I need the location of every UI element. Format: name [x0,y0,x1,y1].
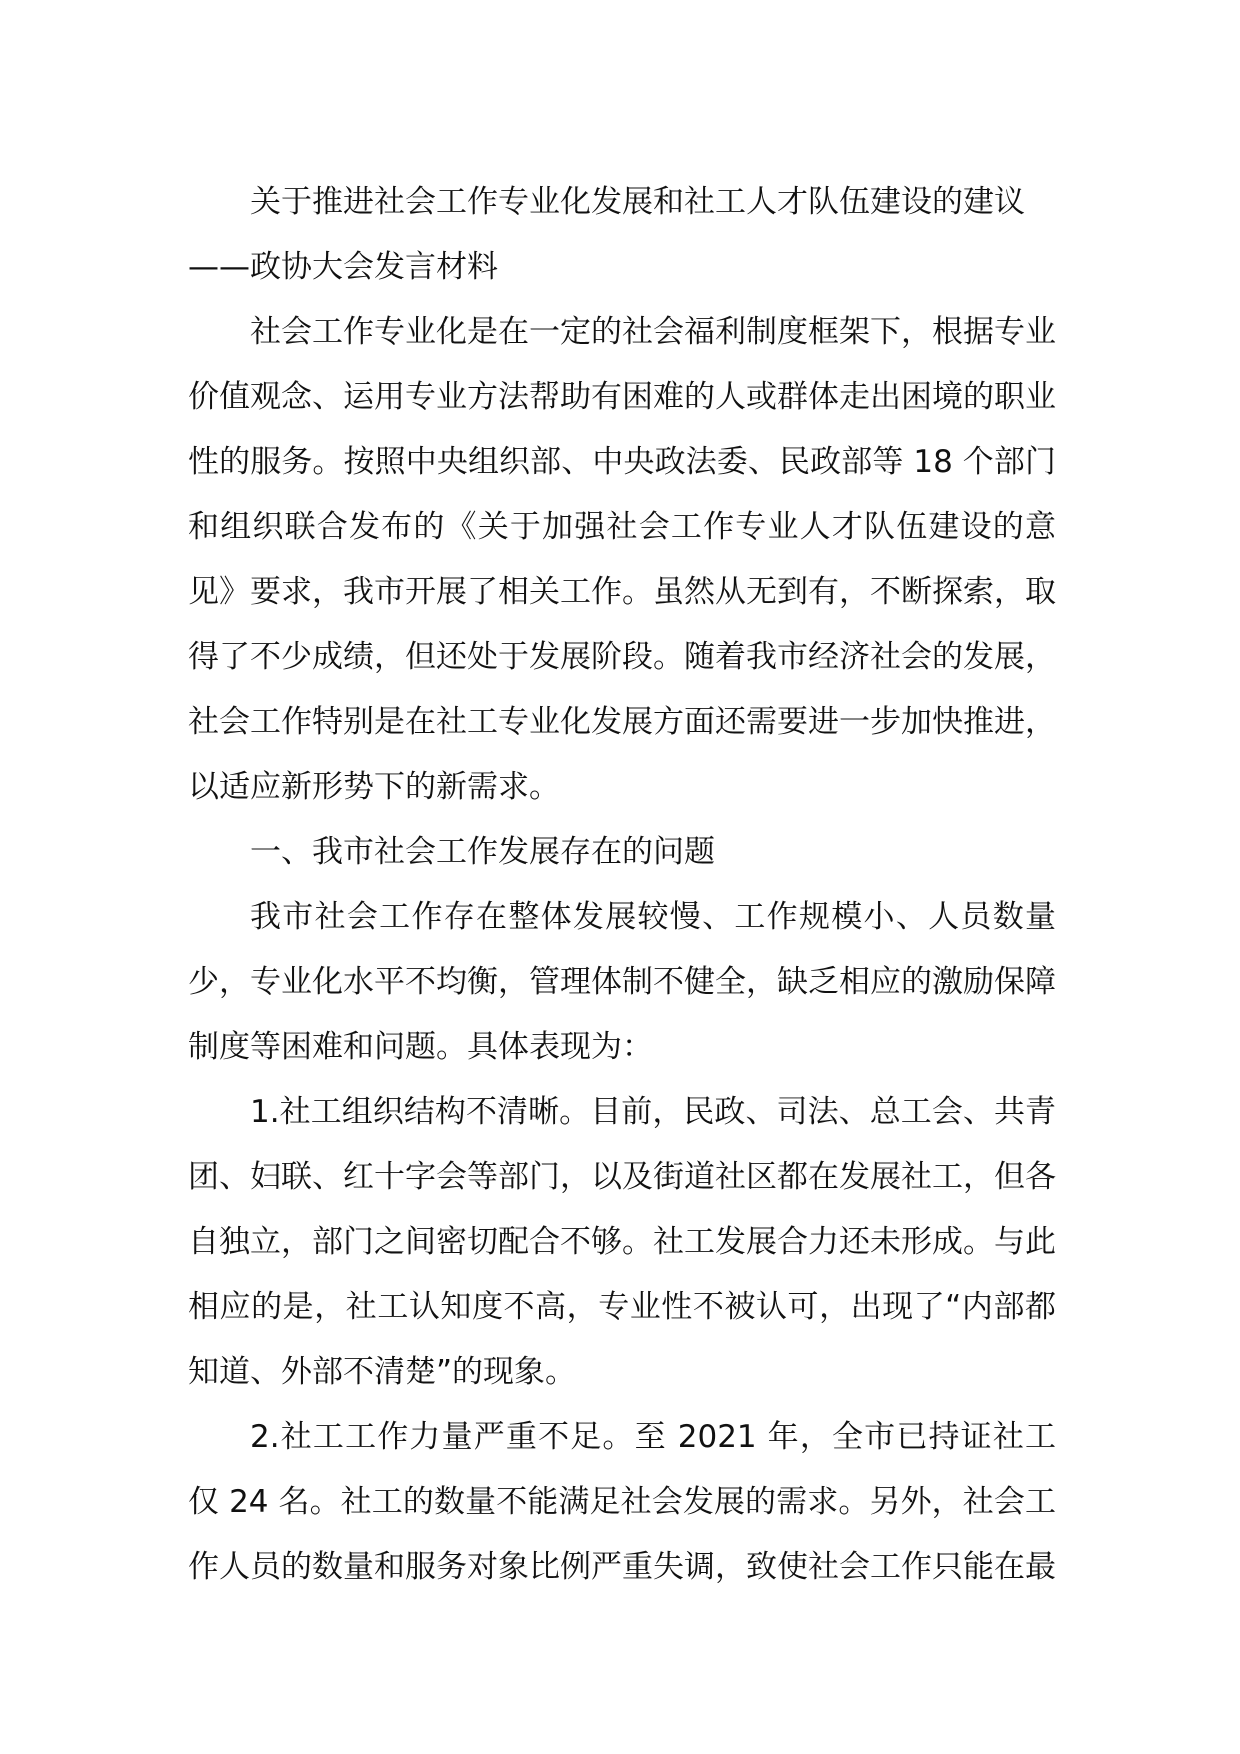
paragraph-intro: 社会工作专业化是在一定的社会福利制度框架下，根据专业价值观念、运用专业方法帮助有困难的人或群体走出困境的职业性的服务。按照中央组织部、中央政法委、民政部等 18 个部门和组织联合发布的《关于加强社会工作专业人才队伍建设的意见》要求，我市开展了相关工作。虽然从无到有，不断探索，取得了不少成绩，但还处于发展阶段。随着我市经济社会的发展，社会工作特别是在社工专业化发展方面还需要进一步加快推进，以适应新形势下的新需求。 [188,314,1056,805]
paragraph-point-1: 1.社工组织结构不清晰。目前，民政、司法、总工会、共青团、妇联、红十字会等部门，以及街道社区都在发展社工，但各自独立，部门之间密切配合不够。社工发展合力还未形成。与此相应的是，社工认知度不高，专业性不被认可，出现了“内部都知道、外部不清楚”的现象。 [188,1094,1056,1390]
document-body [188,170,1056,1600]
document-subtitle: ——政协大会发言材料 [188,249,498,285]
paragraph-point-2: 2.社工工作力量严重不足。至 2021 年，全市已持证社工仅 24 名。社工的数量不能满足社会发展的需求。另外，社会工作人员的数量和服务对象比例严重失调，致使社会工作只能在最 [188,1419,1056,1585]
section-heading-1: 一、我市社会工作发展存在的问题 [250,834,715,870]
paragraph-problems-overview: 我市社会工作存在整体发展较慢、工作规模小、人员数量少，专业化水平不均衡，管理体制不健全，缺乏相应的激励保障制度等困难和问题。具体表现为： [188,899,1056,1065]
document-title: 关于推进社会工作专业化发展和社工人才队伍建设的建议 [250,184,1025,220]
